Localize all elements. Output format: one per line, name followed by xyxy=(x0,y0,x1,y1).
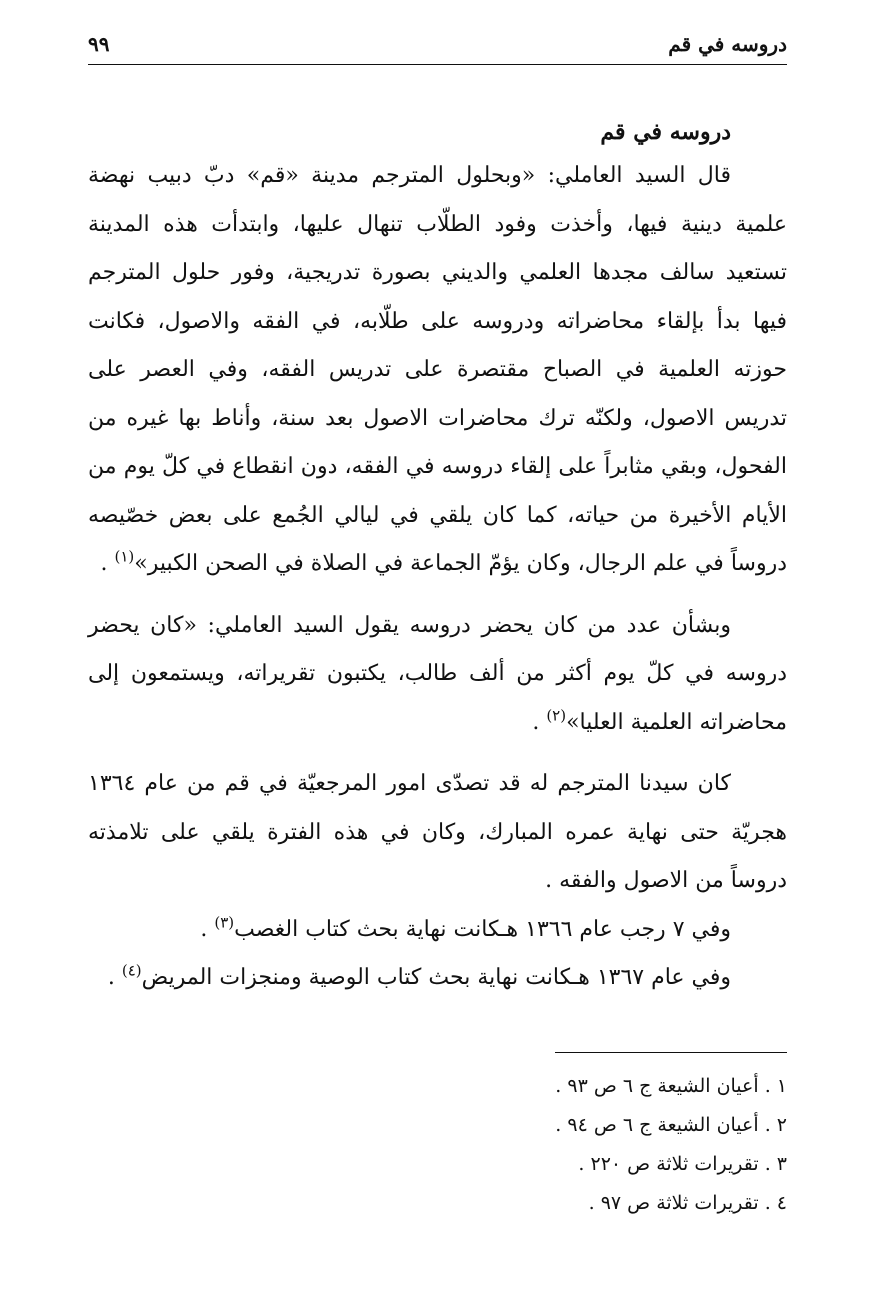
footnotes xyxy=(87,1052,787,1223)
paragraph-3: كان سيدنا المترجم له قد تصدّى امور المرجعيّة في قم من عام ١٣٦٤ هجريّة حتى نهاية عمره المبارك، وكان في هذه الفترة يلقي على تلامذته دروساً من الاصول والفقه . xyxy=(88,771,787,893)
paragraph-2-text: وبشأن عدد من كان يحضر دروسه يقول السيد العاملي: «كان يحضر دروسه في كلّ يوم أكثر من ألف طالب، يكتبون تقريراته، ويستمعون إلى محاضراته العلمية العليا» xyxy=(88,612,787,735)
footnote-ref-3: (٣) xyxy=(214,913,235,932)
running-header xyxy=(88,30,787,65)
paragraph-5-dot: . xyxy=(107,965,115,990)
footnote-ref-1: (١) xyxy=(114,547,135,566)
paragraph-2 xyxy=(88,602,787,748)
footnote-4: ٤ . تقريرات ثلاثة ص ٩٧ . xyxy=(588,1192,787,1214)
section-title: دروسه في قم xyxy=(600,119,731,145)
paragraph-4-text: وفي ٧ رجب عام ١٣٦٦ هـكانت نهاية بحث كتاب الغصب xyxy=(234,916,731,942)
paragraph-2-dot: . xyxy=(532,709,540,735)
footnote-ref-2: (٢) xyxy=(546,706,567,725)
paragraph-5-text: وفي عام ١٣٦٧ هـكانت نهاية بحث كتاب الوصية ومنجزات المريض xyxy=(141,965,731,990)
main-text xyxy=(88,98,787,1003)
footnote-ref-4: (٤) xyxy=(121,961,142,980)
paragraph-4-dot: . xyxy=(200,916,208,942)
footnote-3: ٣ . تقريرات ثلاثة ص ٢٢٠ . xyxy=(578,1153,787,1175)
footnote-divider xyxy=(555,1052,787,1053)
paragraph-5 xyxy=(88,954,787,1003)
page-number: ٩٩ xyxy=(88,32,110,56)
footnote-1: ١ . أعيان الشيعة ج ٦ ص ٩٣ . xyxy=(555,1075,787,1097)
running-title: دروسه في قم xyxy=(668,32,787,56)
paragraph-1 xyxy=(88,152,787,589)
footnote-2: ٢ . أعيان الشيعة ج ٦ ص ٩٤ . xyxy=(555,1114,787,1136)
paragraph-4 xyxy=(88,906,787,955)
paragraph-1-dot: . xyxy=(100,551,108,576)
paragraph-1-text: قال السيد العاملي: «وبحلول المترجم مدينة «قم» دبّ دبيب نهضة علمية دينية فيها، وأخذت وفود الطلّاب تنهال عليها، وابتدأت هذه المدينة تستعيد سالف مجدها العلمي والديني بصورة تدريجية، وفور حلول المترجم فيها بدأ بإلقاء محاضراته ودروسه على طلّابه، في الفقه والاصول، فكانت حوزته العلمية في الصباح مقتصرة على تدريس الفقه، وفي العصر على تدريس الاصول، ولكنّه ترك محاضرات الاصول بعد سنة، وأناط بها غيره من الفحول، وبقي مثابراً على إلقاء دروسه في الفقه، دون انقطاع في كلّ يوم من الأيام الأخيرة من حياته، كما كان يلقي في ليالي الجُمع على بعض خصّيصه دروساً في علم الرجال، وكان يؤمّ الجماعة في الصلاة في الصحن الكبير» xyxy=(88,163,787,576)
